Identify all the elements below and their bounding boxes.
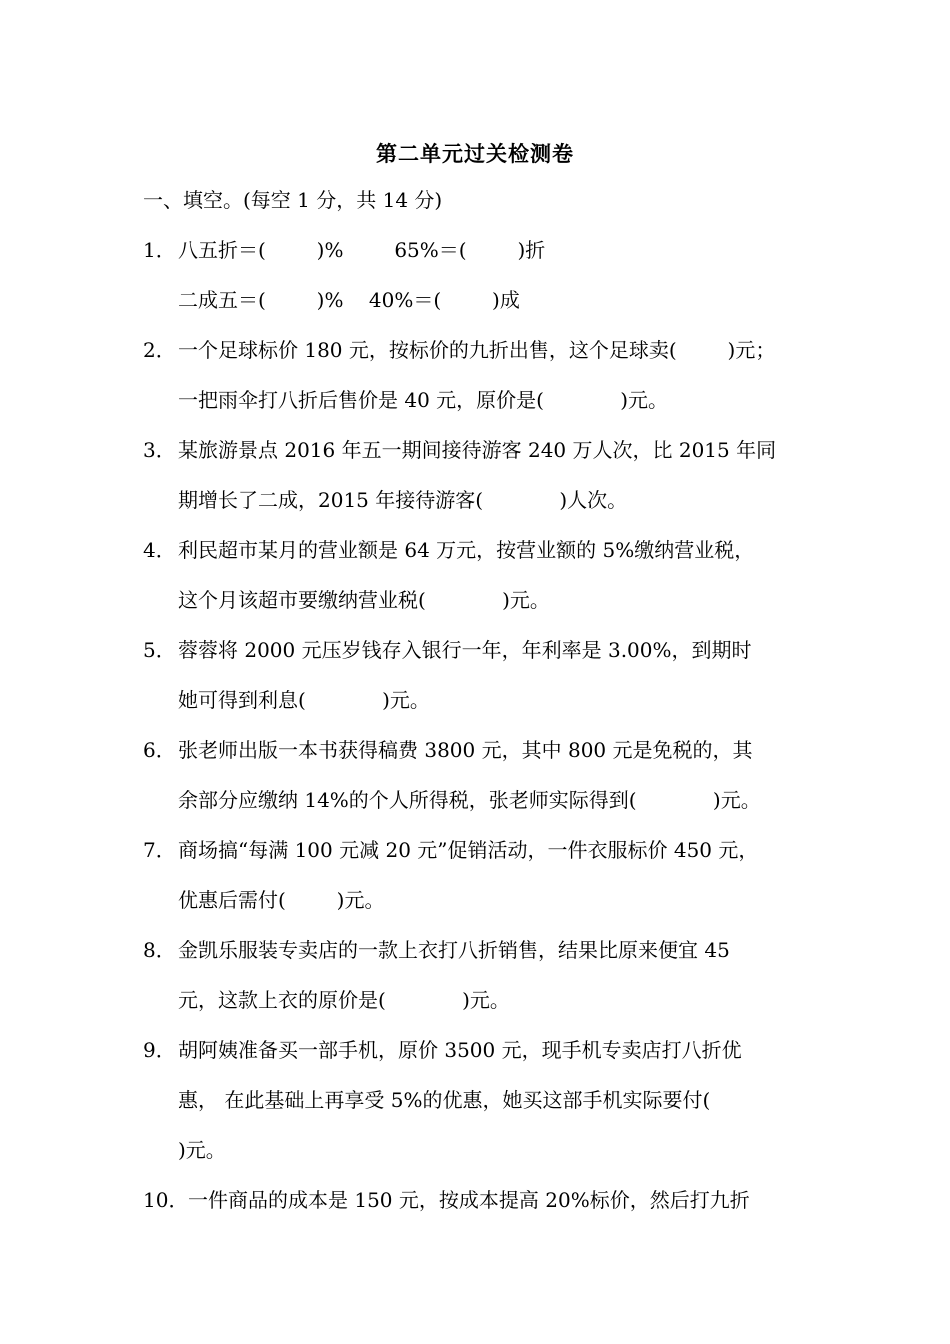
question-number: 10．: [143, 1188, 189, 1212]
section-heading: 一、填空。(每空 1 分，共 14 分): [143, 188, 443, 212]
question-text: 商场搞“每满 100 元减 20 元”促销活动，一件衣服标价 450 元，: [178, 838, 759, 862]
question-text: 惠， 在此基础上再享受 5%的优惠，她买这部手机实际要付(: [178, 1088, 711, 1112]
question-number: 6．: [143, 738, 176, 762]
question-text: 八五折＝( )% 65%＝( )折: [178, 238, 546, 262]
question-text: 某旅游景点 2016 年五一期间接待游客 240 万人次，比 2015 年同: [178, 438, 777, 462]
question-text: 利民超市某月的营业额是 64 万元，按营业额的 5%缴纳营业税，: [178, 538, 755, 562]
question-text: 张老师出版一本书获得稿费 3800 元，其中 800 元是免税的，其: [178, 738, 753, 762]
question-text: 一件商品的成本是 150 元，按成本提高 20%标价，然后打九折: [188, 1188, 750, 1212]
question-text: 她可得到利息( )元。: [178, 688, 430, 712]
question-text: 元，这款上衣的原价是( )元。: [178, 988, 510, 1012]
question-number: 8．: [143, 938, 176, 962]
question-text: )元。: [178, 1138, 226, 1162]
question-text: 胡阿姨准备买一部手机，原价 3500 元，现手机专卖店打八折优: [178, 1038, 742, 1062]
question-text: 优惠后需付( )元。: [178, 888, 385, 912]
question-number: 2．: [143, 338, 176, 362]
question-text: 余部分应缴纳 14%的个人所得税，张老师实际得到( )元。: [178, 788, 761, 812]
question-text: 一个足球标价 180 元，按标价的九折出售，这个足球卖( )元；: [178, 338, 776, 362]
question-number: 1．: [143, 238, 176, 262]
question-number: 3．: [143, 438, 176, 462]
question-number: 5．: [143, 638, 176, 662]
question-text: 一把雨伞打八折后售价是 40 元，原价是( )元。: [178, 388, 669, 412]
question-text: 二成五＝( )% 40%＝( )成: [178, 288, 520, 312]
question-text: 这个月该超市要缴纳营业税( )元。: [178, 588, 550, 612]
question-text: 期增长了二成，2015 年接待游客( )人次。: [178, 488, 628, 512]
page-title: 第二单元过关检测卷: [376, 141, 574, 166]
question-text: 蓉蓉将 2000 元压岁钱存入银行一年，年利率是 3.00%，到期时: [178, 638, 752, 662]
question-number: 7．: [143, 838, 176, 862]
question-number: 4．: [143, 538, 176, 562]
question-text: 金凯乐服装专卖店的一款上衣打八折销售，结果比原来便宜 45: [178, 938, 730, 962]
question-number: 9．: [143, 1038, 176, 1062]
